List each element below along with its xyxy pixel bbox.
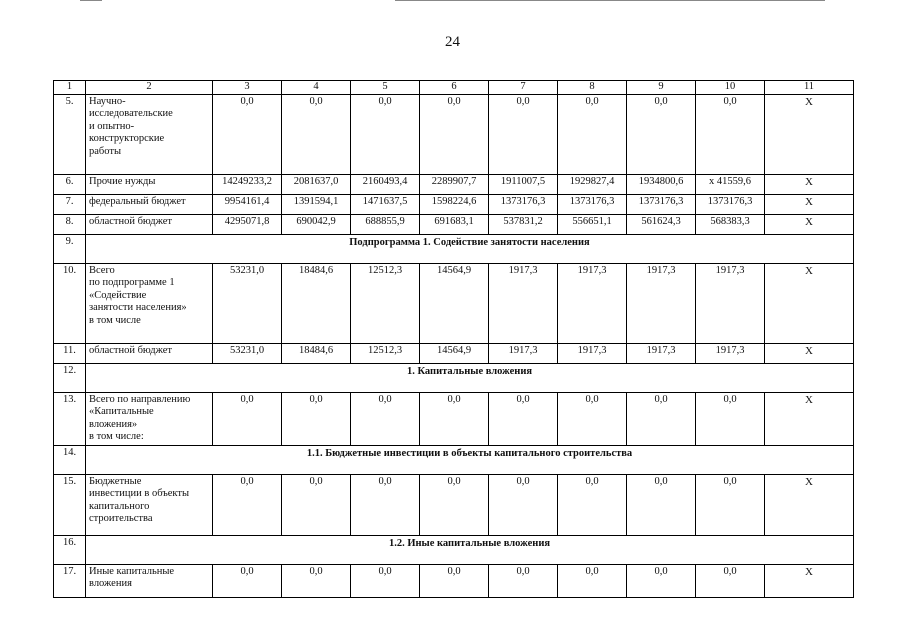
table-row [54,343,854,363]
section-title: 1.2. Иные капитальные вложения [86,535,854,564]
value-cell: 1373176,3 [627,194,696,214]
value-cell: 0,0 [558,94,627,174]
last-column-cell: Х [765,343,854,363]
value-cell: 0,0 [213,392,282,445]
value-cell: 1911007,5 [489,174,558,194]
value-cell: 2289907,7 [420,174,489,194]
row-label: Всего по подпрограмме 1 «Содействие занятости населения» в том числе [86,263,213,343]
row-label: Бюджетные инвестиции в объекты капитального строительства [86,474,213,535]
row-label: Научно- исследовательские и опытно- конструкторские работы [86,94,213,174]
page-number: 24 [445,34,460,50]
section-row [54,535,854,564]
last-column-cell: Х [765,174,854,194]
value-cell: 1471637,5 [351,194,420,214]
table-body [54,81,854,598]
row-number: 13. [54,392,86,445]
scan-edge-line [395,0,825,1]
value-cell: 0,0 [627,94,696,174]
table-row [54,214,854,234]
row-number: 12. [54,363,86,392]
value-cell: 561624,3 [627,214,696,234]
row-number: 16. [54,535,86,564]
value-cell: 1934800,6 [627,174,696,194]
header-row [54,81,854,95]
last-column-cell: Х [765,564,854,597]
value-cell: 0,0 [420,392,489,445]
row-number: 9. [54,234,86,263]
value-cell: 0,0 [627,564,696,597]
column-header: 6 [420,81,489,95]
section-title: Подпрограмма 1. Содействие занятости населения [86,234,854,263]
value-cell: 1917,3 [489,343,558,363]
value-cell: 0,0 [420,564,489,597]
value-cell: 0,0 [282,474,351,535]
value-cell: х 41559,6 [696,174,765,194]
value-cell: 1917,3 [627,263,696,343]
value-cell: 0,0 [420,474,489,535]
value-cell: 0,0 [558,392,627,445]
value-cell: 1917,3 [696,343,765,363]
value-cell: 1917,3 [558,343,627,363]
column-header: 7 [489,81,558,95]
column-header: 11 [765,81,854,95]
value-cell: 0,0 [213,564,282,597]
row-number: 11. [54,343,86,363]
last-column-cell: Х [765,94,854,174]
value-cell: 1917,3 [627,343,696,363]
row-label: федеральный бюджет [86,194,213,214]
value-cell: 2160493,4 [351,174,420,194]
column-header: 1 [54,81,86,95]
value-cell: 1373176,3 [489,194,558,214]
value-cell: 9954161,4 [213,194,282,214]
row-number: 10. [54,263,86,343]
value-cell: 691683,1 [420,214,489,234]
value-cell: 14564,9 [420,343,489,363]
row-number: 15. [54,474,86,535]
column-header: 4 [282,81,351,95]
section-row [54,234,854,263]
value-cell: 14249233,2 [213,174,282,194]
last-column-cell: Х [765,214,854,234]
table-row [54,94,854,174]
section-title: 1. Капитальные вложения [86,363,854,392]
value-cell: 4295071,8 [213,214,282,234]
value-cell: 12512,3 [351,343,420,363]
value-cell: 1391594,1 [282,194,351,214]
value-cell: 0,0 [627,392,696,445]
value-cell: 0,0 [282,94,351,174]
value-cell: 0,0 [489,564,558,597]
value-cell: 1917,3 [696,263,765,343]
section-row [54,445,854,474]
value-cell: 0,0 [627,474,696,535]
row-number: 8. [54,214,86,234]
table-row [54,392,854,445]
row-number: 6. [54,174,86,194]
value-cell: 0,0 [213,474,282,535]
column-header: 9 [627,81,696,95]
row-number: 14. [54,445,86,474]
value-cell: 556651,1 [558,214,627,234]
value-cell: 0,0 [351,392,420,445]
value-cell: 53231,0 [213,263,282,343]
value-cell: 0,0 [282,392,351,445]
value-cell: 18484,6 [282,343,351,363]
column-header: 10 [696,81,765,95]
value-cell: 0,0 [213,94,282,174]
value-cell: 0,0 [282,564,351,597]
value-cell: 0,0 [351,474,420,535]
table-row [54,564,854,597]
value-cell: 2081637,0 [282,174,351,194]
value-cell: 0,0 [351,94,420,174]
row-number: 17. [54,564,86,597]
value-cell: 0,0 [489,474,558,535]
column-header: 8 [558,81,627,95]
value-cell: 568383,3 [696,214,765,234]
row-number: 7. [54,194,86,214]
value-cell: 0,0 [420,94,489,174]
last-column-cell: Х [765,263,854,343]
value-cell: 690042,9 [282,214,351,234]
table-row [54,474,854,535]
last-column-cell: Х [765,474,854,535]
section-row [54,363,854,392]
value-cell: 0,0 [696,94,765,174]
value-cell: 0,0 [489,392,558,445]
row-label: Прочие нужды [86,174,213,194]
value-cell: 1929827,4 [558,174,627,194]
value-cell: 1917,3 [558,263,627,343]
table-row [54,263,854,343]
value-cell: 18484,6 [282,263,351,343]
value-cell: 0,0 [696,474,765,535]
budget-table [53,80,854,598]
value-cell: 53231,0 [213,343,282,363]
value-cell: 0,0 [558,564,627,597]
scan-edge-line [80,0,102,1]
value-cell: 0,0 [696,564,765,597]
value-cell: 0,0 [696,392,765,445]
value-cell: 688855,9 [351,214,420,234]
value-cell: 0,0 [558,474,627,535]
row-label: областной бюджет [86,343,213,363]
value-cell: 0,0 [351,564,420,597]
value-cell: 0,0 [489,94,558,174]
value-cell: 1373176,3 [558,194,627,214]
section-title: 1.1. Бюджетные инвестиции в объекты капитального строительства [86,445,854,474]
row-label: Иные капитальные вложения [86,564,213,597]
value-cell: 12512,3 [351,263,420,343]
table-row [54,174,854,194]
value-cell: 1917,3 [489,263,558,343]
row-label: областной бюджет [86,214,213,234]
column-header: 3 [213,81,282,95]
value-cell: 14564,9 [420,263,489,343]
row-label: Всего по направлению «Капитальные вложения» в том числе: [86,392,213,445]
value-cell: 1373176,3 [696,194,765,214]
table-row [54,194,854,214]
column-header: 5 [351,81,420,95]
last-column-cell: Х [765,392,854,445]
value-cell: 537831,2 [489,214,558,234]
row-number: 5. [54,94,86,174]
value-cell: 1598224,6 [420,194,489,214]
last-column-cell: Х [765,194,854,214]
column-header: 2 [86,81,213,95]
